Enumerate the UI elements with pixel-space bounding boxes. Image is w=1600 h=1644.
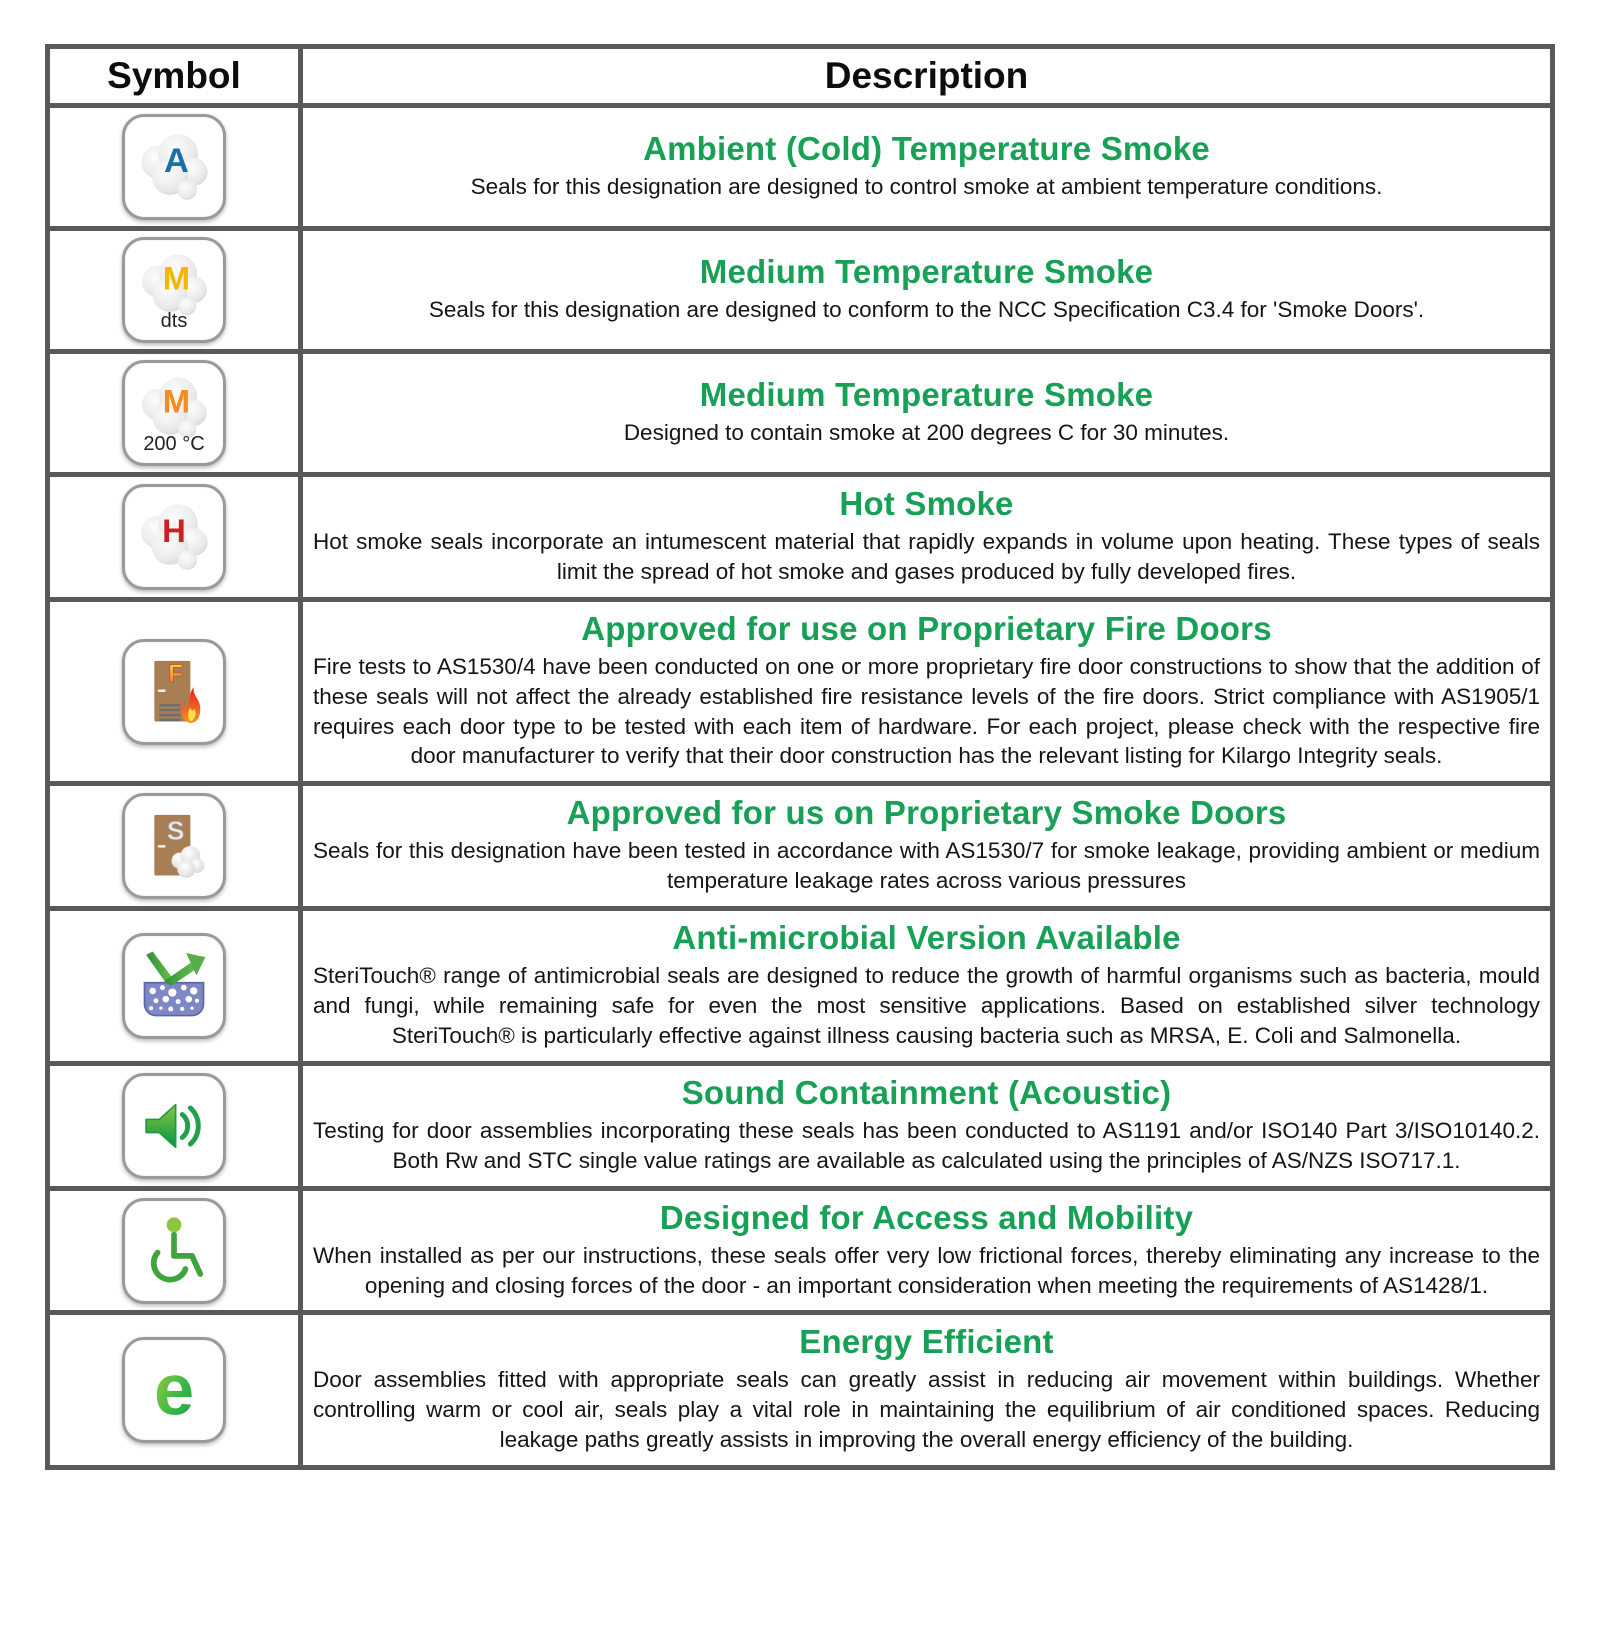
row-body: Seals for this designation are designed to conform to the NCC Specification C3.4 for 'Smoke Doors'.	[428, 297, 1425, 322]
row-title: Anti-microbial Version Available	[672, 919, 1181, 957]
description-cell	[301, 1188, 1553, 1313]
table-row	[48, 1188, 1553, 1313]
table-row	[48, 1313, 1553, 1468]
svg-text:e: e	[153, 1350, 195, 1431]
row-body: Seals for this designation are designed to control smoke at ambient temperature conditions.	[470, 174, 1383, 199]
symbol-cell	[48, 599, 301, 784]
svg-text:M: M	[162, 382, 191, 420]
row-title: Sound Containment (Acoustic)	[681, 1073, 1172, 1111]
description-cell	[301, 1313, 1553, 1468]
row-title: Hot Smoke	[839, 485, 1014, 522]
table-row	[48, 909, 1553, 1064]
symbol-legend-table	[45, 44, 1555, 1470]
table-row	[48, 784, 1553, 909]
description-cell	[301, 106, 1553, 229]
row-title: Designed for Access and Mobility	[659, 1198, 1194, 1236]
row-title: Approved for use on Proprietary Fire Doors	[581, 609, 1272, 647]
row-title: Medium Temperature Smoke	[699, 376, 1154, 414]
symbol-column-header: Symbol	[48, 47, 301, 106]
svg-text:H: H	[162, 511, 186, 549]
symbol-cell	[48, 1313, 301, 1468]
symbol-cell	[48, 909, 301, 1064]
medium-smoke-cloud-m-200c-icon	[122, 360, 226, 466]
row-title: Medium Temperature Smoke	[699, 253, 1154, 291]
description-cell	[301, 352, 1553, 475]
row-body: Fire tests to AS1530/4 have been conducted on one or more proprietary fire door constructions to show that the addition of these seals will not affect the already established fire resistance levels of the fire doors. Strict compliance with AS1905/1 requires each door type to be tested with each item of hardware. For each project, please check with the respective fire door manufacturer to verify that their door construction has the relevant listing for Kilargo Integrity seals.	[313, 653, 1540, 769]
svg-text:A: A	[164, 141, 189, 180]
table-row	[48, 352, 1553, 475]
row-body: Hot smoke seals incorporate an intumescent material that rapidly expands in volume upon heating. These types of seals limit the spread of hot smoke and gases produced by fully developed fires.	[313, 528, 1540, 584]
icon-label: 200 °C	[143, 433, 205, 455]
symbol-cell	[48, 352, 301, 475]
description-cell	[301, 475, 1553, 600]
symbol-cell	[48, 1063, 301, 1188]
table-row	[48, 599, 1553, 784]
wheelchair-access-icon	[122, 1198, 226, 1304]
description-cell	[301, 909, 1553, 1064]
symbol-cell	[48, 784, 301, 909]
row-body: Door assemblies fitted with appropriate seals can greatly assist in reducing air movement within buildings. Whether controlling warm or cool air, seals play a vital role in maintaining the equilibrium of air conditioned spaces. Reducing leakage paths greatly assists in improving the overall energy efficiency of the building.	[313, 1367, 1540, 1453]
anti-microbial-icon	[122, 933, 226, 1039]
medium-smoke-cloud-m-dts-icon	[122, 237, 226, 343]
table-row	[48, 229, 1553, 352]
row-body: Testing for door assemblies incorporating these seals has been conducted to AS1191 and/or ISO140 Part 3/ISO10140.2. Both Rw and STC single value ratings are available as calculated using the principles of AS/NZS ISO717.1.	[313, 1117, 1540, 1173]
row-body: Seals for this designation have been tested in accordance with AS1530/7 for smoke leakage, providing ambient or medium temperature leakage rates across various pressures	[313, 838, 1540, 894]
ambient-smoke-cloud-a-icon	[122, 114, 226, 220]
icon-label: dts	[160, 310, 188, 332]
symbol-cell	[48, 1188, 301, 1313]
header-row	[48, 47, 1553, 106]
row-body: SteriTouch® range of antimicrobial seals are designed to reduce the growth of harmful organisms such as bacteria, mould and fungi, while remaining safe for even the most sensitive applications. Based on established silver technology SteriTouch® is particularly effective against illness causing bacteria such as MRSA, E. Coli and Salmonella.	[313, 963, 1540, 1048]
energy-efficient-e-icon	[122, 1337, 226, 1443]
description-cell	[301, 784, 1553, 909]
row-body: When installed as per our instructions, these seals offer very low frictional forces, thereby eliminating any increase to the opening and closing forces of the door - an important consideration when meeting the requirements of AS1428/1.	[313, 1242, 1540, 1298]
description-cell	[301, 599, 1553, 784]
row-title: Ambient (Cold) Temperature Smoke	[643, 130, 1210, 168]
row-title: Approved for us on Proprietary Smoke Doors	[566, 794, 1287, 832]
hot-smoke-cloud-h-icon	[122, 484, 226, 590]
table-row	[48, 106, 1553, 229]
description-column-header: Description	[301, 47, 1553, 106]
table-row	[48, 1063, 1553, 1188]
svg-text:S: S	[166, 815, 185, 846]
row-body: Designed to contain smoke at 200 degrees C for 30 minutes.	[623, 420, 1230, 445]
fire-door-icon	[122, 639, 226, 745]
description-cell	[301, 1063, 1553, 1188]
speaker-icon	[122, 1073, 226, 1179]
svg-text:M: M	[162, 259, 191, 297]
smoke-door-icon	[122, 793, 226, 899]
table-row	[48, 475, 1553, 600]
description-cell	[301, 229, 1553, 352]
row-title: Energy Efficient	[799, 1323, 1054, 1361]
symbol-cell	[48, 229, 301, 352]
symbol-cell	[48, 475, 301, 600]
symbol-cell	[48, 106, 301, 229]
svg-text:F: F	[168, 660, 184, 688]
